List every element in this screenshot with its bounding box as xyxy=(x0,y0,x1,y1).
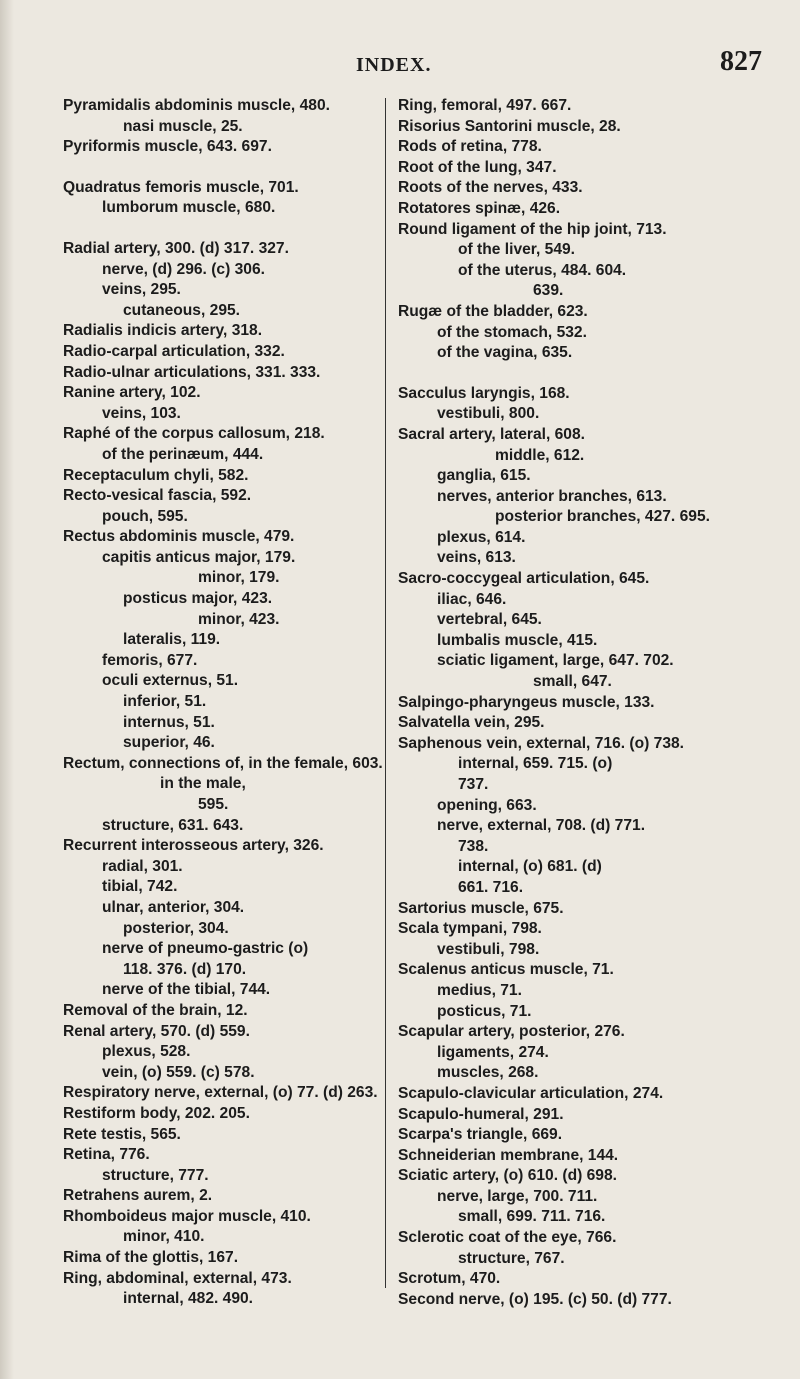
index-subentry: veins, 103. xyxy=(102,404,181,422)
page-number: 827 xyxy=(720,46,762,77)
index-subentry: veins, 295. xyxy=(102,281,181,299)
index-subentry: posticus, 71. xyxy=(437,1002,532,1020)
page-header xyxy=(0,46,800,86)
index-entry: Ranine artery, 102. xyxy=(63,384,201,402)
index-entry: Saphenous vein, external, 716. (o) 738. xyxy=(398,734,684,752)
index-subentry: oculi externus, 51. xyxy=(102,672,239,690)
column-divider xyxy=(385,98,386,1288)
index-subentry: tibial, 742. xyxy=(102,878,178,896)
index-entry: Scala tympani, 798. xyxy=(398,920,542,938)
index-subentry: minor, 410. xyxy=(123,1228,205,1246)
index-entry: Radio-ulnar articulations, 331. 333. xyxy=(63,363,321,381)
index-subentry: iliac, 646. xyxy=(437,590,507,608)
section-gap xyxy=(63,219,393,239)
index-subentry: lumbalis muscle, 415. xyxy=(437,631,598,649)
index-subentry: vertebral, 645. xyxy=(437,611,542,629)
index-subentry: of the vagina, 635. xyxy=(437,344,573,362)
index-subentry: nerve, large, 700. 711. xyxy=(437,1187,598,1205)
running-title: INDEX. xyxy=(356,54,432,76)
index-subentry: small, 647. xyxy=(533,673,612,691)
index-subentry: lumborum muscle, 680. xyxy=(102,199,276,217)
index-subentry: posterior branches, 427. 695. xyxy=(495,508,710,526)
index-entry: Scrotum, 470. xyxy=(398,1270,501,1288)
index-subentry: structure, 631. 643. xyxy=(102,816,244,834)
index-entry: Risorius Santorini muscle, 28. xyxy=(398,117,621,135)
index-entry: Respiratory nerve, external, (o) 77. (d) 263. xyxy=(63,1084,378,1102)
index-entry: Radio-carpal articulation, 332. xyxy=(63,342,285,360)
index-entry: Scapulo-humeral, 291. xyxy=(398,1105,564,1123)
index-subentry: ulnar, anterior, 304. xyxy=(102,898,245,916)
index-subentry: veins, 613. xyxy=(437,549,516,567)
index-subentry: of the uterus, 484. 604. xyxy=(458,261,627,279)
index-entry: Schneiderian membrane, 144. xyxy=(398,1146,619,1164)
index-entry: Radial artery, 300. (d) 317. 327. xyxy=(63,239,289,257)
index-entry: Scapular artery, posterior, 276. xyxy=(398,1023,625,1041)
index-subentry: of the perinæum, 444. xyxy=(102,445,264,463)
index-subentry: nerve of pneumo-gastric (o) xyxy=(102,940,309,958)
index-subentry: ligaments, 274. xyxy=(437,1043,549,1061)
index-entry: Ring, abdominal, external, 473. xyxy=(63,1269,292,1287)
index-subentry: muscles, 268. xyxy=(437,1064,539,1082)
index-entry: Recto-vesical fascia, 592. xyxy=(63,487,252,505)
section-gap xyxy=(398,364,778,384)
index-entry: Sartorius muscle, 675. xyxy=(398,899,564,917)
index-subentry: opening, 663. xyxy=(437,796,537,814)
index-entry: Radialis indicis artery, 318. xyxy=(63,322,263,340)
index-subentry: nerve, (d) 296. (c) 306. xyxy=(102,260,265,278)
index-subentry: radial, 301. xyxy=(102,857,183,875)
index-subentry: posterior, 304. xyxy=(123,919,229,937)
index-subentry: lateralis, 119. xyxy=(123,631,221,649)
index-column-right xyxy=(398,96,778,1310)
index-entry: Receptaculum chyli, 582. xyxy=(63,466,249,484)
index-subentry: minor, 423. xyxy=(198,610,280,628)
index-entry: Rugæ of the bladder, 623. xyxy=(398,302,588,320)
index-subentry: ganglia, 615. xyxy=(437,467,531,485)
index-subentry: minor, 179. xyxy=(198,569,280,587)
index-entry: Sciatic artery, (o) 610. (d) 698. xyxy=(398,1167,617,1185)
page-binding-edge xyxy=(0,0,14,1379)
index-subentry: 118. 376. (d) 170. xyxy=(123,960,247,978)
index-subentry: of the stomach, 532. xyxy=(437,323,587,341)
index-subentry: capitis anticus major, 179. xyxy=(102,548,296,566)
index-entry: Recurrent interosseous artery, 326. xyxy=(63,837,324,855)
index-entry: Pyramidalis abdominis muscle, 480. xyxy=(63,97,330,114)
index-entry: Retina, 776. xyxy=(63,1146,150,1164)
index-entry: Salpingo-pharyngeus muscle, 133. xyxy=(398,693,655,711)
index-column-left xyxy=(63,96,393,1310)
index-subentry: middle, 612. xyxy=(495,446,585,464)
index-subentry: 738. xyxy=(458,837,489,855)
index-entry: Ring, femoral, 497. 667. xyxy=(398,97,572,114)
index-entry: Sclerotic coat of the eye, 766. xyxy=(398,1229,617,1247)
index-subentry: medius, 71. xyxy=(437,981,522,999)
index-subentry: structure, 777. xyxy=(102,1166,209,1184)
index-subentry: inferior, 51. xyxy=(123,693,207,711)
index-subentry: vestibuli, 798. xyxy=(437,940,540,958)
index-entry: Renal artery, 570. (d) 559. xyxy=(63,1022,250,1040)
index-entry: Quadratus femoris muscle, 701. xyxy=(63,178,299,196)
index-entry: Sacculus laryngis, 168. xyxy=(398,384,570,402)
index-subentry: plexus, 614. xyxy=(437,528,526,546)
index-subentry: cutaneous, 295. xyxy=(123,301,240,319)
index-subentry: femoris, 677. xyxy=(102,651,198,669)
index-subentry: in the male, xyxy=(160,775,246,793)
index-entry: Removal of the brain, 12. xyxy=(63,1001,248,1019)
index-subentry: 737. xyxy=(458,776,489,793)
index-entry: Rods of retina, 778. xyxy=(398,138,542,156)
index-subentry: 661. 716. xyxy=(458,878,524,896)
index-subentry: nasi muscle, 25. xyxy=(123,117,243,135)
section-gap xyxy=(63,158,393,178)
index-entry: Sacro-coccygeal articulation, 645. xyxy=(398,570,650,588)
index-entry: Rectus abdominis muscle, 479. xyxy=(63,528,295,546)
index-entry: Roots of the nerves, 433. xyxy=(398,179,583,197)
index-subentry: structure, 767. xyxy=(458,1249,565,1267)
index-entry: Rhomboideus major muscle, 410. xyxy=(63,1207,311,1225)
index-subentry: internal, 482. 490. xyxy=(123,1290,254,1308)
index-subentry: plexus, 528. xyxy=(102,1043,191,1061)
index-subentry: nerves, anterior branches, 613. xyxy=(437,487,667,505)
index-entry: Retrahens aurem, 2. xyxy=(63,1187,213,1205)
index-entry: Rotatores spinæ, 426. xyxy=(398,199,561,217)
index-subentry: nerve, external, 708. (d) 771. xyxy=(437,817,646,835)
index-entry: Scalenus anticus muscle, 71. xyxy=(398,961,614,979)
index-subentry: of the liver, 549. xyxy=(458,241,576,259)
index-subentry: vestibuli, 800. xyxy=(437,405,540,423)
index-subentry: posticus major, 423. xyxy=(123,590,273,608)
index-entry: Round ligament of the hip joint, 713. xyxy=(398,220,667,238)
index-entry: Restiform body, 202. 205. xyxy=(63,1104,250,1122)
index-subentry: superior, 46. xyxy=(123,734,215,752)
index-entry: Rima of the glottis, 167. xyxy=(63,1249,239,1267)
index-subentry: internus, 51. xyxy=(123,713,215,731)
index-entry: Sacral artery, lateral, 608. xyxy=(398,425,585,443)
index-subentry: 639. xyxy=(533,282,564,300)
index-subentry: nerve of the tibial, 744. xyxy=(102,981,271,999)
index-entry: Root of the lung, 347. xyxy=(398,158,557,176)
index-entry: Scarpa's triangle, 669. xyxy=(398,1126,563,1144)
index-subentry: pouch, 595. xyxy=(102,507,188,525)
index-subentry: vein, (o) 559. (c) 578. xyxy=(102,1063,255,1081)
index-entry: Second nerve, (o) 195. (c) 50. (d) 777. xyxy=(398,1290,672,1308)
index-subentry: sciatic ligament, large, 647. 702. xyxy=(437,652,674,670)
index-subentry: internal, (o) 681. (d) xyxy=(458,858,602,876)
index-entry: Scapulo-clavicular articulation, 274. xyxy=(398,1084,664,1102)
index-entry: Rectum, connections of, in the female, 603. xyxy=(63,754,383,772)
index-entry: Pyriformis muscle, 643. 697. xyxy=(63,138,272,156)
index-subentry: small, 699. 711. 716. xyxy=(458,1208,606,1226)
index-entry: Rete testis, 565. xyxy=(63,1125,181,1143)
index-entry: Salvatella vein, 295. xyxy=(398,714,545,732)
index-subentry: internal, 659. 715. (o) xyxy=(458,755,613,773)
index-entry: Raphé of the corpus callosum, 218. xyxy=(63,425,325,443)
index-subentry: 595. xyxy=(198,796,229,813)
